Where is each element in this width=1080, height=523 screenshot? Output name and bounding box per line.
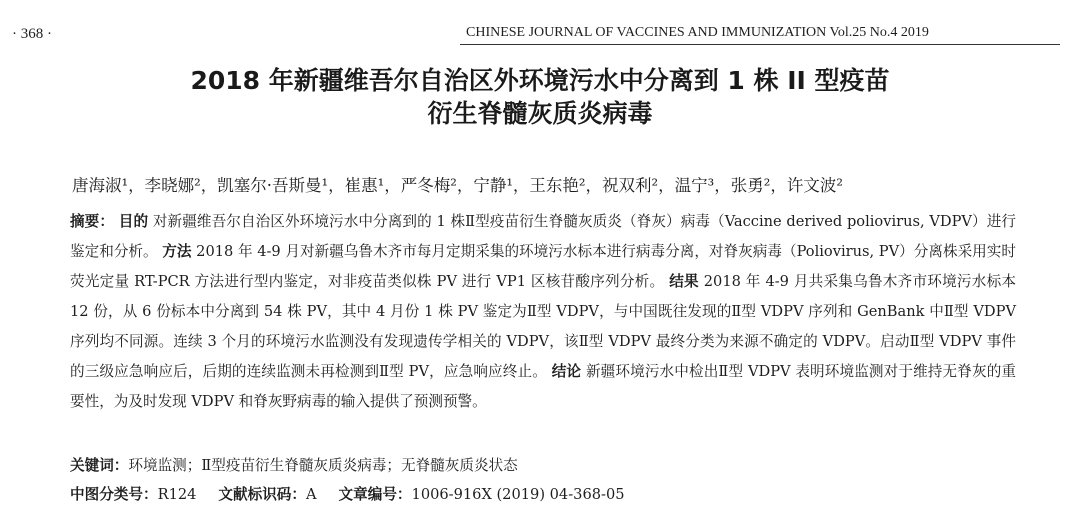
- abstract: [70, 207, 1016, 417]
- clc-value: R124: [157, 486, 197, 503]
- keywords-label: 关键词：: [70, 457, 129, 474]
- article-title: [0, 64, 1080, 130]
- keywords-text: 环境监测；Ⅱ型疫苗衍生脊髓灰质炎病毒；无脊髓灰质炎状态: [128, 457, 518, 474]
- methods-text: 2018 年 4-9 月对新疆乌鲁木齐市每月定期采集的环境污水标本进行病毒分离，对脊灰病毒（Poliovirus, PV）分离株采用实时荧光定量 RT-PCR 方法进行型内鉴定，对非疫苗类似株 PV 进行 VP1 区核苷酸序列分析。: [70, 243, 1016, 290]
- journal-name: CHINESE JOURNAL OF VACCINES AND IMMUNIZATION Vol.25 No.4 2019: [466, 25, 929, 40]
- doc-code-label: 文献标识码：: [218, 486, 306, 503]
- author-list: 唐海淑¹，李晓娜²，凯塞尔·吾斯曼¹，崔惠¹，严冬梅²，宁静¹，王东艳²，祝双利²，温宁³，张勇²，许文波²: [72, 176, 844, 195]
- conclusion-text: 新疆环境污水中检出Ⅱ型 VDPV 表明环境监测对于维持无脊灰的重要性，为及时发现 VDPV 和脊灰野病毒的输入提供了预测预警。: [70, 363, 1017, 410]
- header-rule: [460, 44, 1060, 45]
- keywords: [70, 452, 1016, 480]
- results-text: 2018 年 4-9 月共采集乌鲁木齐市环境污水标本 12 份，从 6 份标本中分离到 54 株 PV，其中 4 月份 1 株 PV 鉴定为Ⅱ型 VDPV，与中国既往发现的Ⅱ型 VDPV 序列和 GenBank 中Ⅱ型 VDPV 序列均不同源。连续 3 个月的环境污水监测没有发现遗传学相关的 VDPV，该Ⅱ型 VDPV 最终分类为来源不确定的 VDPV。启动Ⅱ型 VDPV 事件的三级应急响应后，后期的连续监测未再检测到Ⅱ型 PV，应急响应终止。: [70, 273, 1016, 380]
- clc-label: 中图分类号：: [70, 486, 158, 503]
- conclusion-label: 结论: [551, 363, 582, 380]
- objective-label: 目的: [118, 213, 149, 230]
- article-no-label: 文章编号：: [338, 486, 412, 503]
- doc-code-value: A: [306, 486, 317, 503]
- article-no-value: 1006-916X (2019) 04-368-05: [411, 486, 625, 503]
- classification-line: [70, 481, 1016, 509]
- methods-label: 方法: [162, 243, 192, 260]
- title-line-1: 2018 年新疆维吾尔自治区外环境污水中分离到 1 株 II 型疫苗: [190, 66, 890, 95]
- title-line-2: 衍生脊髓灰质炎病毒: [427, 99, 653, 128]
- abstract-label: 摘要：: [70, 213, 115, 230]
- results-label: 结果: [669, 273, 699, 290]
- page-number: · 368 ·: [12, 26, 52, 42]
- objective-text: 对新疆维吾尔自治区外环境污水中分离到的 1 株Ⅱ型疫苗衍生脊髓灰质炎（脊灰）病毒（Vaccine derived poliovirus, VDPV）进行鉴定和分析。: [70, 213, 1016, 260]
